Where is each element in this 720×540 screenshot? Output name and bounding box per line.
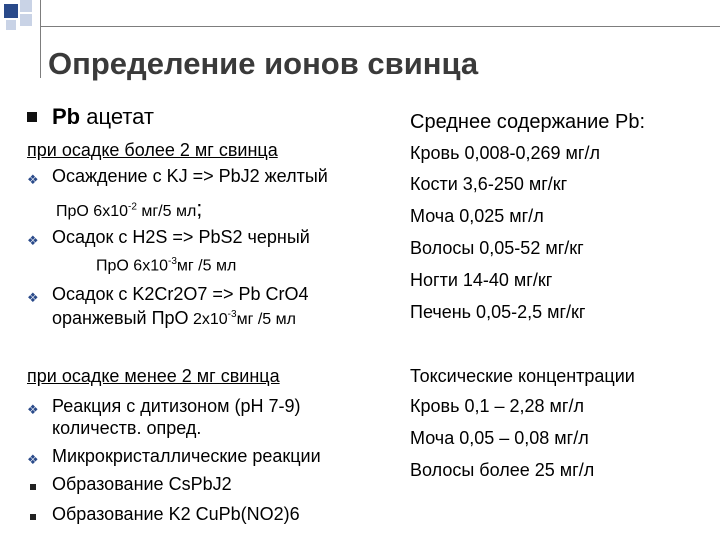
s1-item2-detail-suffix: мг /5 мл <box>176 257 237 275</box>
diamond-bullet-icon: ❖ <box>27 233 39 248</box>
s1-item1-detail <box>56 196 202 222</box>
s1-item3-detail <box>52 308 296 329</box>
s1-item1-detail-semicolon: ; <box>196 196 203 221</box>
toxic-row: Кровь 0,1 – 2,28 мг/л <box>410 396 584 416</box>
s1-item1-detail-exp: -2 <box>127 201 137 213</box>
s1-item2: Осадок с H2S => PbS2 черный <box>52 227 310 247</box>
section1-subtitle: при осадке более 2 мг свинца <box>27 140 278 160</box>
toxic-row: Волосы более 25 мг/л <box>410 460 595 480</box>
small-square-bullet-icon <box>30 484 36 490</box>
decor-vertical-rule <box>40 0 41 78</box>
avg-row: Моча 0,025 мг/л <box>410 206 544 226</box>
avg-content-title: Среднее содержание Pb: <box>410 111 646 133</box>
s1-item3-detail-value: 2х10 <box>188 311 228 328</box>
s1-item3-detail-exp: -3 <box>227 309 237 320</box>
pb-heading-rest: ацетат <box>80 104 154 129</box>
avg-row: Кровь 0,008-0,269 мг/л <box>410 143 600 163</box>
pb-heading-bold: Pb <box>52 104 81 129</box>
s1-item2-detail <box>96 256 236 275</box>
s1-item2-detail-prefix: ПрО 6х10 <box>96 257 168 275</box>
avg-row: Печень 0,05-2,5 мг/кг <box>410 302 586 322</box>
s2-item1-line2: количеств. опред. <box>52 418 202 438</box>
decor-square-3 <box>20 14 32 26</box>
s2-item3: Образование CsPbJ2 <box>52 474 232 494</box>
decor-square-2 <box>20 0 32 12</box>
avg-row: Кости 3,6-250 мг/кг <box>410 174 568 194</box>
s1-item3-detail-prefix: оранжевый ПрО <box>52 308 189 328</box>
diamond-bullet-icon: ❖ <box>27 172 39 187</box>
avg-row: Ногти 14-40 мг/кг <box>410 270 553 290</box>
square-bullet-icon <box>27 112 37 122</box>
s2-item2: Микрокристаллические реакции <box>52 446 321 466</box>
decor-horizontal-rule <box>40 26 720 27</box>
section2-subtitle: при осадке менее 2 мг свинца <box>27 366 280 386</box>
decor-square-1 <box>4 4 18 18</box>
pb-heading <box>52 104 154 130</box>
s1-item2-detail-exp: -3 <box>167 256 177 267</box>
s1-item1: Осаждение с KJ => PbJ2 желтый <box>52 166 328 186</box>
diamond-bullet-icon: ❖ <box>27 402 39 417</box>
small-square-bullet-icon <box>30 514 36 520</box>
s2-item4: Образование K2 CuPb(NO2)6 <box>52 504 300 524</box>
s1-item3: Осадок с K2Cr2O7 => Pb CrO4 <box>52 284 309 304</box>
decor-square-4 <box>6 20 16 30</box>
toxic-title: Токсические концентрации <box>410 366 635 386</box>
toxic-row: Моча 0,05 – 0,08 мг/л <box>410 428 589 448</box>
s1-item3-detail-suffix: мг /5 мл <box>236 311 296 328</box>
s1-item1-detail-suffix: мг/5 мл <box>136 203 197 220</box>
s1-item1-detail-prefix: ПрО 6х10 <box>56 203 128 220</box>
diamond-bullet-icon: ❖ <box>27 290 39 305</box>
avg-row: Волосы 0,05-52 мг/кг <box>410 238 584 258</box>
diamond-bullet-icon: ❖ <box>27 452 39 467</box>
page-title: Определение ионов свинца <box>48 46 479 81</box>
s2-item1: Реакция с дитизоном (рН 7-9) <box>52 396 301 416</box>
